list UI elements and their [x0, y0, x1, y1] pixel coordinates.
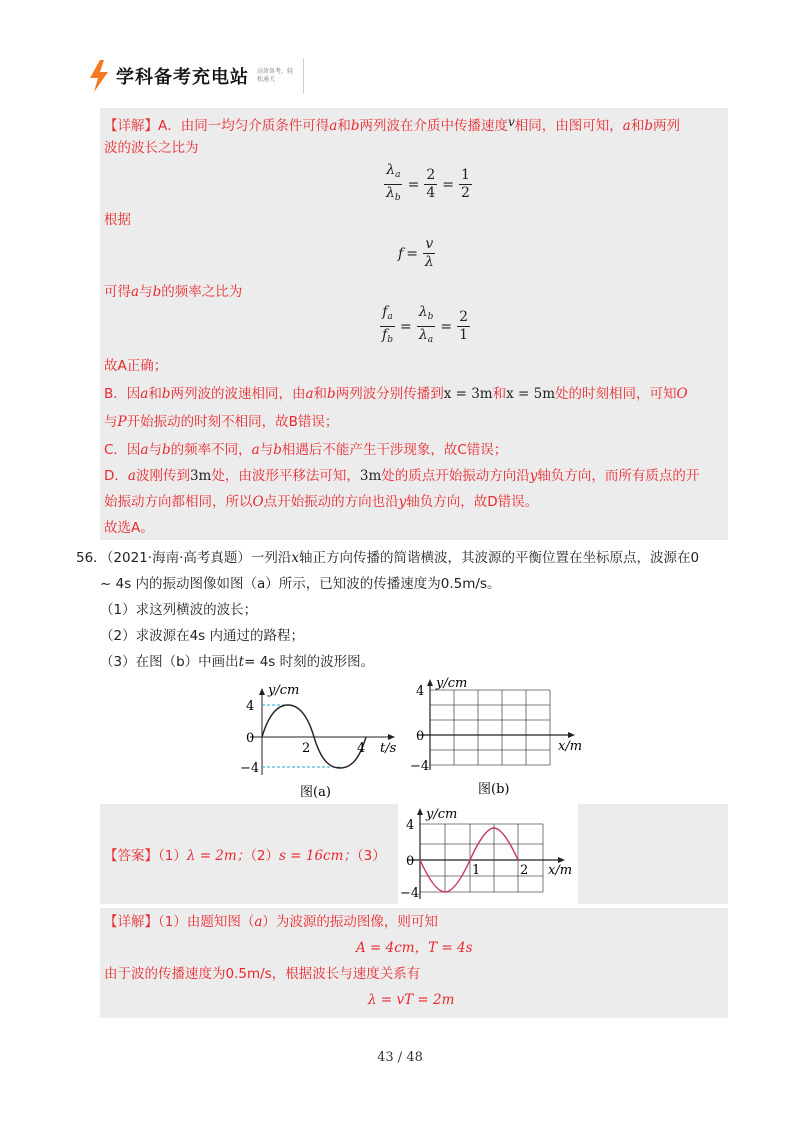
solution-line-4: 可得a与b的频率之比为	[104, 284, 243, 300]
graph-a-tick-neg4: −4	[240, 761, 260, 776]
graph-b-tick-4: 4	[416, 684, 425, 699]
graph-a-caption: 图(a)	[300, 785, 331, 800]
logo-divider	[303, 58, 304, 94]
graph-a-tick-4: 4	[246, 699, 255, 714]
graph-answer-tick-2: 2	[520, 863, 529, 878]
graph-b-y-arrow	[427, 679, 433, 686]
brand-slogan: 高效备考，轻松通关	[257, 68, 294, 83]
question-56-line-2: ~ 4s 内的振动图像如图（a）所示，已知波的传播速度为0.5m/s。	[100, 576, 501, 592]
graph-answer-origin: 0	[406, 854, 415, 869]
solution-line-d2: 始振动方向都相同，所以O点开始振动的方向也沿y轴负方向，故D错误。	[104, 494, 539, 510]
solution-line-c: C．因a与b的频率不同，a与b相遇后不能产生干涉现象，故C错误；	[104, 442, 508, 458]
solution-line-3: 根据	[104, 212, 131, 228]
graph-answer-tick-4: 4	[406, 818, 415, 833]
question-56-part-3: （3）在图（b）中画出t= 4s 时刻的波形图。	[100, 654, 375, 670]
answer-line: 【答案】（1）λ = 2m；（2）s = 16cm；（3）	[104, 848, 386, 864]
graph-b-ylabel: y/cm	[436, 676, 468, 691]
solution-line-b1: B．因a和b两列波的波速相同，由a和b两列波分别传播到x = 3m和x = 5m处的时刻相同，可知O	[104, 386, 688, 402]
detail-formula-1: A = 4cm，T = 4s	[356, 940, 473, 956]
solution-line-1: 【详解】A．由同一均匀介质条件可得a和b两列波在介质中传播速度v相同，由图可知，a和b两列	[104, 115, 680, 134]
solution-line-5: 故A正确；	[104, 358, 168, 374]
detail-line-1: 【详解】（1）由题知图（a）为波源的振动图像，则可知	[104, 914, 438, 930]
graph-b-x-arrow	[568, 732, 575, 738]
question-56-part-2: （2）求波源在4s 内通过的路程；	[100, 628, 305, 644]
frequency-formula: f = $\frac{v}{\lambda}$	[398, 236, 434, 270]
solution-choice: 故选A。	[104, 520, 154, 536]
detail-line-2: 由于波的传播速度为0.5m/s，根据波长与速度关系有	[104, 966, 421, 982]
wavelength-ratio-formula: $\frac{\lambda_a}{\lambda_b}$ = $\frac{2}{4}$ = $\frac{1}{2}$	[386, 162, 470, 203]
solution-line-b2: 与P开始振动的时刻不相同，故B错误；	[104, 414, 339, 430]
brand-logo	[88, 58, 304, 94]
question-56-part-1: （1）求这列横波的波长；	[100, 602, 258, 618]
solution-line-d1: D．a波刚传到3m处，由波形平移法可知，3m处的质点开始振动方向沿y轴负方向，而所有质点的开	[104, 468, 700, 484]
graph-answer-tick-neg4: −4	[400, 886, 420, 901]
graph-b-caption: 图(b)	[478, 782, 510, 797]
graph-a-xlabel: t/s	[380, 741, 397, 756]
question-56-line-1: 56．（2021·海南·高考真题）一列沿x轴正方向传播的简谐横波，其波源的平衡位置在坐标原点，波源在0	[76, 550, 700, 566]
graph-a-y-arrow	[259, 688, 265, 695]
graph-a-x-arrow	[388, 734, 395, 740]
graph-b-gridlines	[430, 690, 550, 765]
graph-answer-bg	[398, 804, 578, 904]
frequency-ratio-formula: $\frac{f_a}{f_b}$ = $\frac{\lambda_b}{\lambda_a}$ = $\frac{2}{1}$	[382, 304, 468, 345]
graph-answer-xlabel: x/m	[548, 863, 573, 878]
graph-answer-wave	[398, 804, 578, 904]
graph-a-ylabel: y/cm	[268, 683, 300, 698]
graph-a-origin: 0	[246, 731, 255, 746]
brand-name: 学科备考充电站	[116, 67, 249, 88]
lightning-icon	[88, 60, 110, 92]
graph-a-tick-4x: 4	[357, 741, 366, 756]
detail-formula-2: λ = vT = 2m	[368, 992, 455, 1008]
graph-b-tick-neg4: −4	[410, 759, 430, 774]
graph-answer-ylabel: y/cm	[426, 807, 458, 822]
graph-a-vibration	[240, 680, 410, 800]
graph-a-tick-2: 2	[302, 741, 311, 756]
graph-b-origin: 0	[416, 729, 425, 744]
graph-b-grid	[408, 675, 598, 800]
solution-line-2: 波的波长之比为	[104, 140, 199, 156]
graph-b-xlabel: x/m	[558, 739, 583, 754]
graph-answer-tick-1: 1	[472, 863, 481, 878]
page-number: 43 / 48	[377, 1050, 423, 1065]
